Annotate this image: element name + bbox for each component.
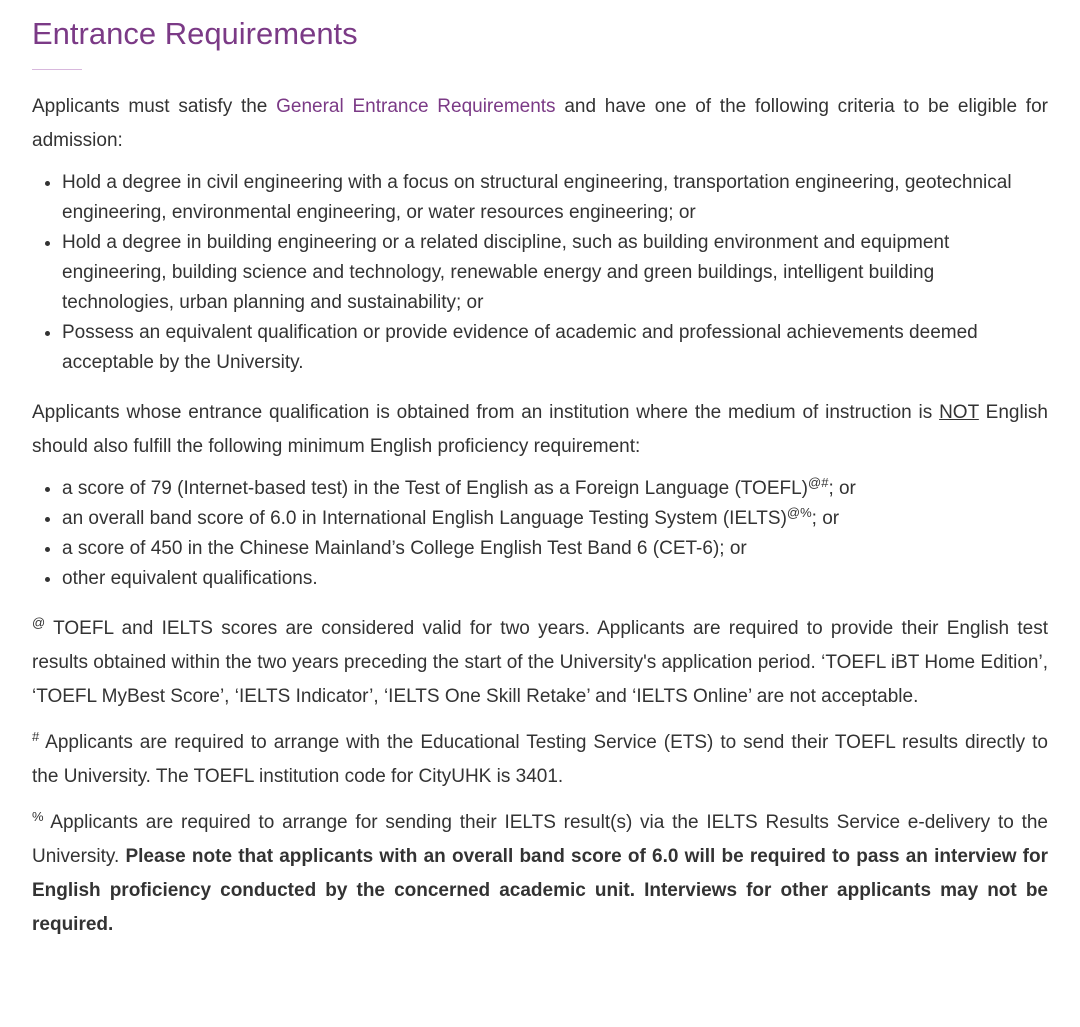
cet6-requirement-text: a score of 450 in the Chinese Mainland’s College English Test Band 6 (CET-6); or (62, 538, 747, 559)
footnote-at-text: TOEFL and IELTS scores are considered valid for two years. Applicants are required to provide their English test results obtained within the two years preceding the start of the University's application period. ‘TOEFL iBT Home Edition’, ‘TOEFL MyBest Score’, ‘IELTS Indicator’, ‘IELTS One Skill Retake’ and ‘IELTS Online’ are not acceptable. (32, 618, 1048, 707)
english-item-toefl (62, 474, 1048, 504)
ielts-footnote-marks: @% (786, 505, 812, 520)
english-item-cet6 (62, 534, 1048, 564)
english-item-other (62, 564, 1048, 594)
other-qualifications-text: other equivalent qualifications. (62, 568, 318, 589)
criteria-item-equivalent: • Possess an equivalent qualification or provide evidence of academic and professional achievements deemed acceptable by the University. (62, 318, 1048, 378)
english-requirement-paragraph (32, 396, 1048, 464)
english-text-before: Applicants whose entrance qualification is obtained from an institution where the medium of instruction is (32, 402, 940, 423)
english-proficiency-list (32, 474, 1048, 594)
toefl-requirement-tail: ; or (828, 478, 856, 499)
intro-paragraph (32, 90, 1048, 158)
footnote-percent (32, 806, 1048, 942)
footnote-hash (32, 726, 1048, 794)
english-item-ielts (62, 504, 1048, 534)
footnote-at-mark: @ (32, 615, 46, 630)
footnote-hash-mark: # (32, 729, 40, 744)
criteria-item-building: • Hold a degree in building engineering or a related discipline, such as building environment and equipment engineering, building science and technology, renewable energy and green buildings, intelligent building technologies, urban planning and sustainability; or (62, 228, 1048, 318)
not-emphasis: NOT (939, 402, 979, 423)
intro-text-before: Applicants must satisfy the (32, 96, 277, 117)
general-entrance-requirements-link[interactable]: General Entrance Requirements (276, 96, 556, 117)
interview-notice-bold: Please note that applicants with an overall band score of 6.0 will be required to pass an interview for English proficiency conducted by the concerned academic unit. Interviews for other applicants may not be required. (32, 846, 1048, 935)
title-divider (32, 69, 82, 70)
criteria-item-civil: • Hold a degree in civil engineering with a focus on structural engineering, transportation engineering, geotechnical engineering, environmental engineering, or water resources engineering; or (62, 168, 1048, 228)
toefl-footnote-marks: @# (808, 475, 829, 490)
footnote-at (32, 612, 1048, 714)
footnote-percent-mark: % (32, 809, 44, 824)
english-text-after: English should also fulfill the following minimum English proficiency requirement: (32, 402, 1048, 457)
ielts-requirement-text: an overall band score of 6.0 in International English Language Testing System (IELTS) (62, 508, 787, 529)
page-title: Entrance Requirements (32, 16, 358, 51)
intro-text-after: and have one of the following criteria to be eligible for admission: (32, 96, 1048, 151)
footnote-percent-text: Applicants are required to arrange for sending their IELTS result(s) via the IELTS Results Service e-delivery to the University. (32, 812, 1048, 867)
toefl-requirement-text: a score of 79 (Internet-based test) in the Test of English as a Foreign Language (TOEFL) (62, 478, 808, 499)
criteria-list (32, 168, 1048, 378)
ielts-requirement-tail: ; or (811, 508, 840, 529)
footnote-hash-text: Applicants are required to arrange with the Educational Testing Service (ETS) to send their TOEFL results directly to the University. The TOEFL institution code for CityUHK is 3401. (32, 732, 1048, 787)
